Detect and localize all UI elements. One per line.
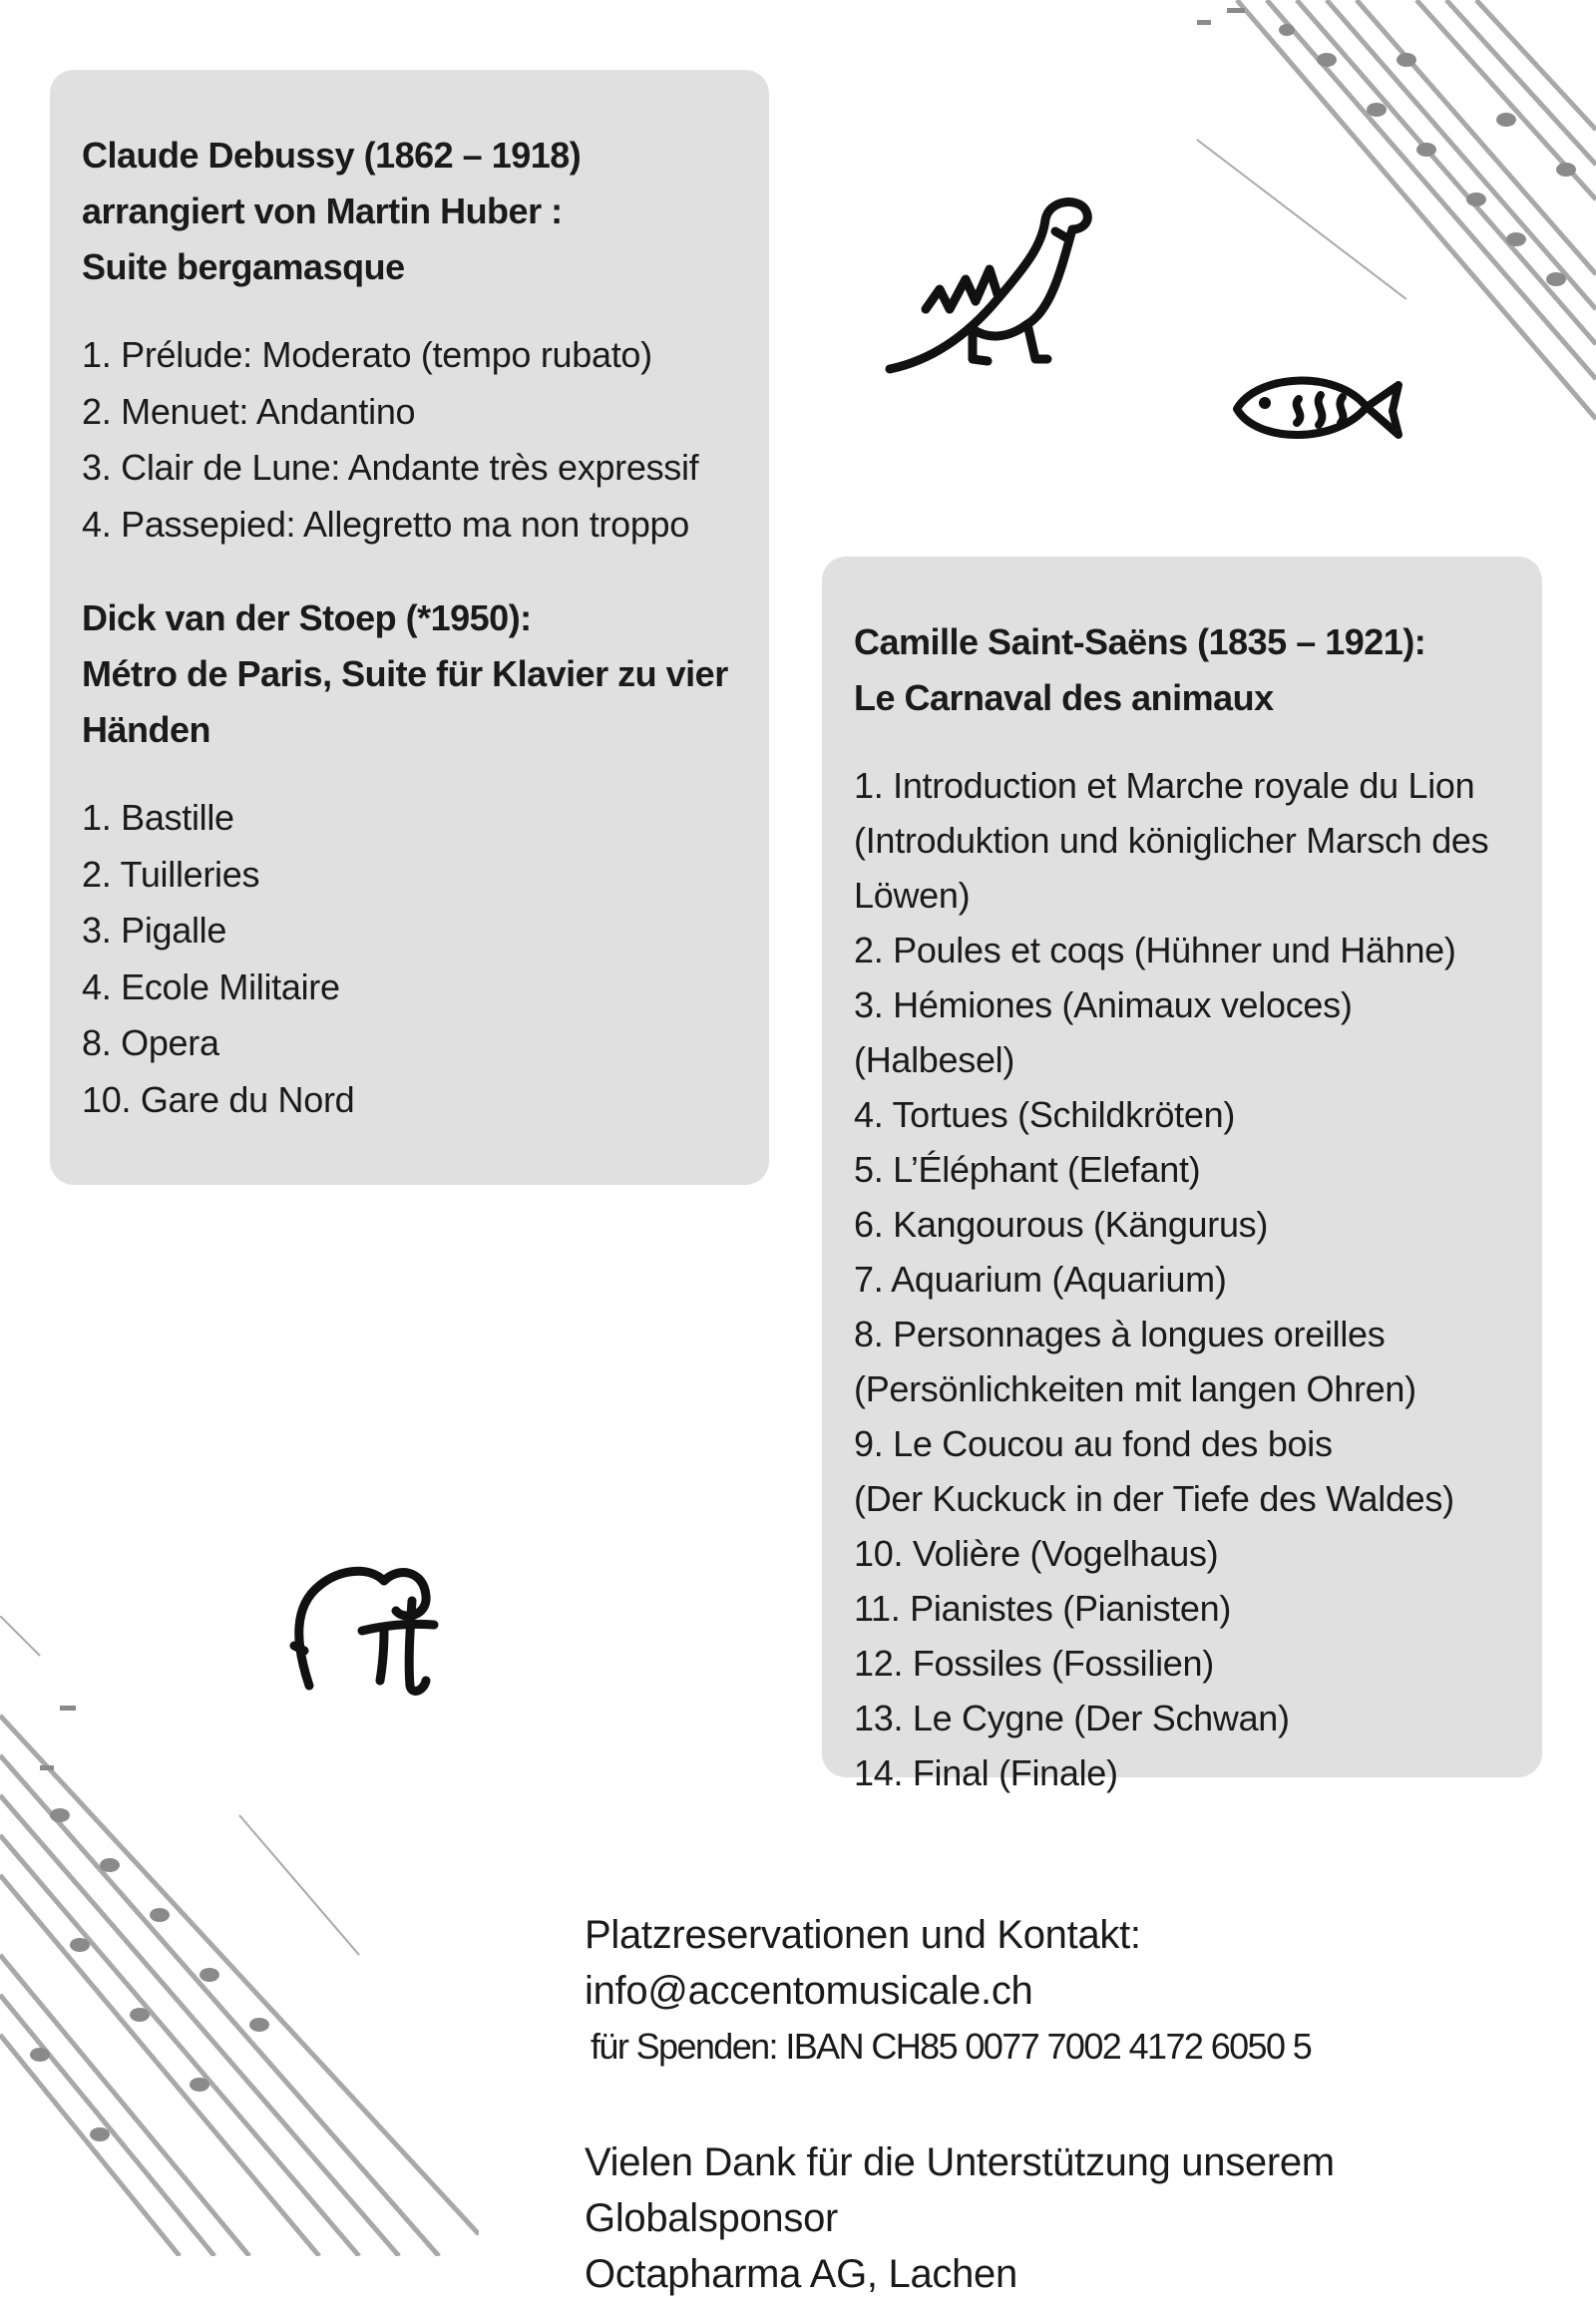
heading-line: Métro de Paris, Suite für Klavier zu vier [82,653,728,694]
sponsor-line: Vielen Dank für die Unterstützung unserem Globalsponsor [585,2140,1335,2240]
list-item: 2. Menuet: Andantino [82,390,416,432]
list-item: 3. Pigalle [82,910,227,951]
heading-line: arrangiert von Martin Huber : [82,191,563,231]
list-item: 8. Opera [82,1022,219,1063]
program-panel-left [50,70,769,1185]
stoep-heading [82,590,737,758]
dinosaur-icon [878,190,1122,379]
heading-line: Le Carnaval des animaux [854,677,1274,718]
footer-info [585,1907,1582,2302]
saint-saens-list [854,758,1510,1800]
heading-line: Suite bergamasque [82,246,405,287]
saint-saens-heading [854,614,1510,726]
elephant-icon [284,1551,484,1701]
list-item: 4. Ecole Militaire [82,965,340,1007]
heading-line: Claude Debussy (1862 – 1918) [82,135,582,176]
sponsor-line: Octapharma AG, Lachen [585,2252,1017,2296]
list-item: 4. Tortues (Schildkröten) [854,1094,1236,1135]
debussy-list [82,327,737,553]
stoep-list [82,790,737,1128]
sheet-music-bottom-left [0,1616,479,2256]
list-item: 7. Aquarium (Aquarium) [854,1259,1227,1300]
list-item: 11. Pianistes (Pianisten) [854,1588,1232,1629]
list-item: 13. Le Cygne (Der Schwan) [854,1698,1290,1738]
list-item: (Der Kuckuck in der Tiefe des Waldes) [854,1478,1454,1519]
heading-line: Händen [82,709,211,750]
list-item: 1. Prélude: Moderato (tempo rubato) [82,334,652,375]
list-item: 2. Tuilleries [82,853,260,895]
list-item: 2. Poules et coqs (Hühner und Hähne) [854,930,1456,970]
list-item: 10. Gare du Nord [82,1078,355,1120]
fish-icon [1227,359,1406,459]
contact-line: Platzreservationen und Kontakt: info@accentomusicale.ch [585,1913,1141,2013]
list-item: 1. Bastille [82,797,234,838]
list-item: (Persönlichkeiten mit langen Ohren) [854,1368,1416,1409]
list-item: 6. Kangourous (Kängurus) [854,1204,1269,1245]
list-item: (Introduktion und königlicher Marsch des [854,820,1489,861]
program-panel-right [822,557,1542,1793]
list-item: 9. Le Coucou au fond des bois [854,1423,1333,1464]
heading-line: Dick van der Stoep (*1950): [82,597,532,638]
heading-line: Camille Saint-Saëns (1835 – 1921): [854,621,1426,662]
list-item: 3. Hémiones (Animaux veloces) (Halbesel) [854,984,1353,1080]
list-item: 8. Personnages à longues oreilles [854,1314,1386,1354]
list-item: 10. Volière (Vogelhaus) [854,1533,1219,1574]
list-item: 4. Passepied: Allegretto ma non troppo [82,503,690,545]
debussy-heading [82,128,737,295]
list-item: 5. L’Éléphant (Elefant) [854,1149,1201,1190]
list-item: 14. Final (Finale) [854,1752,1118,1793]
list-item: 3. Clair de Lune: Andante très expressif [82,447,699,488]
list-item: 12. Fossiles (Fossilien) [854,1643,1214,1684]
list-item: 1. Introduction et Marche royale du Lion [854,765,1475,806]
list-item: Löwen) [854,875,971,916]
iban-line: für Spenden: IBAN CH85 0077 7002 4172 6050 5 [591,2026,1312,2067]
